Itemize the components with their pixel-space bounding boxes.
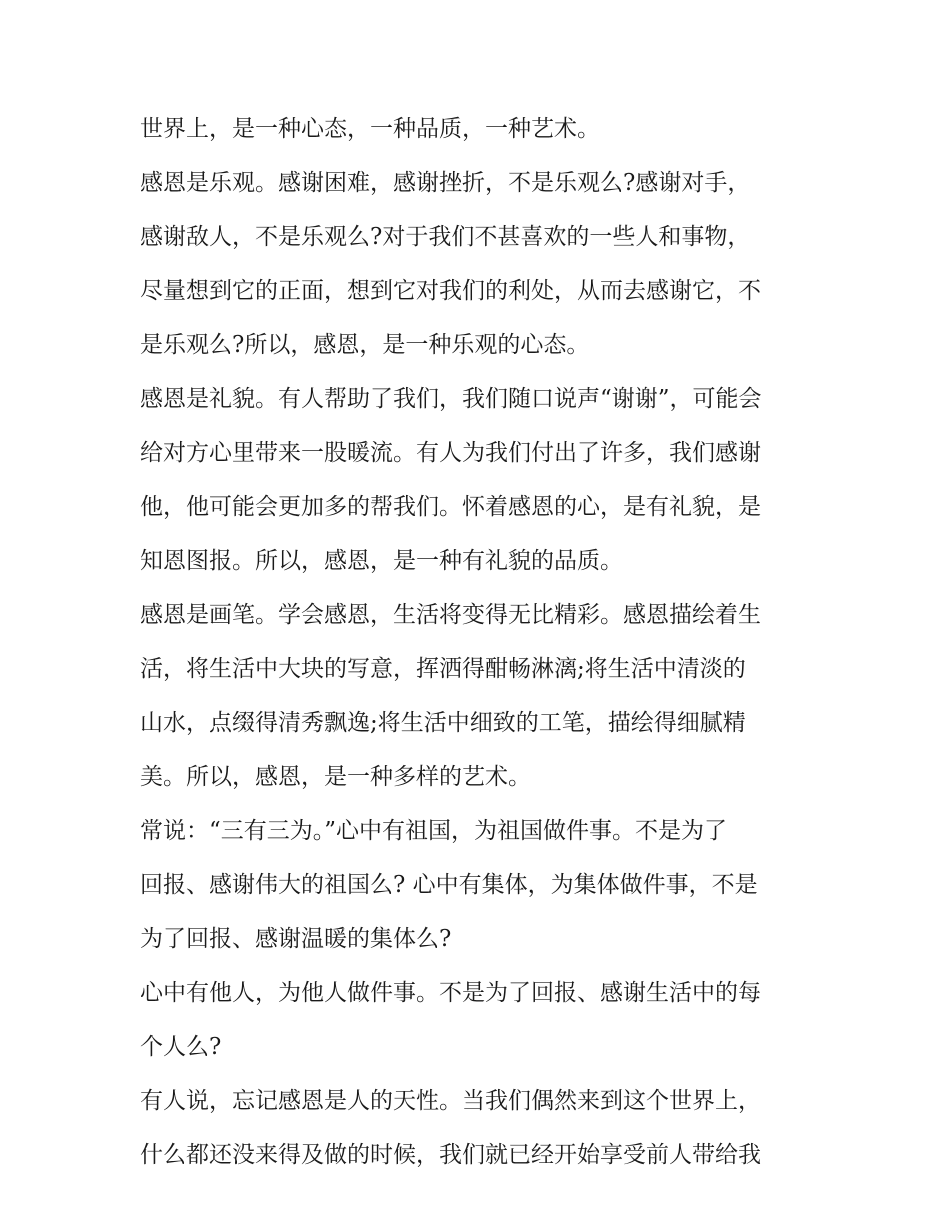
text-line: 感恩是礼貌。有人帮助了我们，我们随口说声“谢谢”，可能会 bbox=[140, 386, 762, 412]
text-line: 个人么? bbox=[140, 1034, 222, 1060]
text-line: 有人说，忘记感恩是人的天性。当我们偶然来到这个世界上， bbox=[140, 1088, 761, 1114]
text-line: 美。所以，感恩，是一种多样的艺术。 bbox=[140, 764, 531, 790]
text-line: 心中有他人，为他人做件事。不是为了回报、感谢生活中的每 bbox=[140, 980, 761, 1006]
text-line: 知恩图报。所以，感恩，是一种有礼貌的品质。 bbox=[140, 548, 623, 574]
text-line: 常说：“三有三为。”心中有祖国，为祖国做件事。不是为了 bbox=[140, 818, 728, 844]
text-line: 活，将生活中大块的写意，挥洒得酣畅淋漓;将生活中清淡的 bbox=[140, 656, 746, 682]
body-text bbox=[140, 110, 820, 1175]
text-line: 是乐观么?所以，感恩，是一种乐观的心态。 bbox=[140, 332, 590, 358]
text-line: 感谢敌人，不是乐观么?对于我们不甚喜欢的一些人和事物， bbox=[140, 224, 751, 250]
text-line: 世界上，是一种心态，一种品质，一种艺术。 bbox=[140, 116, 600, 142]
text-line: 什么都还没来得及做的时候，我们就已经开始享受前人带给我 bbox=[140, 1142, 761, 1168]
text-line: 山水，点缀得清秀飘逸;将生活中细致的工笔，描绘得细腻精 bbox=[140, 710, 746, 736]
text-line: 为了回报、感谢温暖的集体么? bbox=[140, 926, 452, 952]
text-line: 回报、感谢伟大的祖国么? 心中有集体，为集体做件事，不是 bbox=[140, 872, 758, 898]
text-line: 给对方心里带来一股暖流。有人为我们付出了许多，我们感谢 bbox=[140, 440, 761, 466]
text-line: 尽量想到它的正面，想到它对我们的利处，从而去感谢它，不 bbox=[140, 278, 761, 304]
text-line: 感恩是乐观。感谢困难，感谢挫折，不是乐观么?感谢对手， bbox=[140, 170, 751, 196]
text-line: 他，他可能会更加多的帮我们。怀着感恩的心，是有礼貌，是 bbox=[140, 494, 761, 520]
text-line: 感恩是画笔。学会感恩，生活将变得无比精彩。感恩描绘着生 bbox=[140, 602, 761, 628]
